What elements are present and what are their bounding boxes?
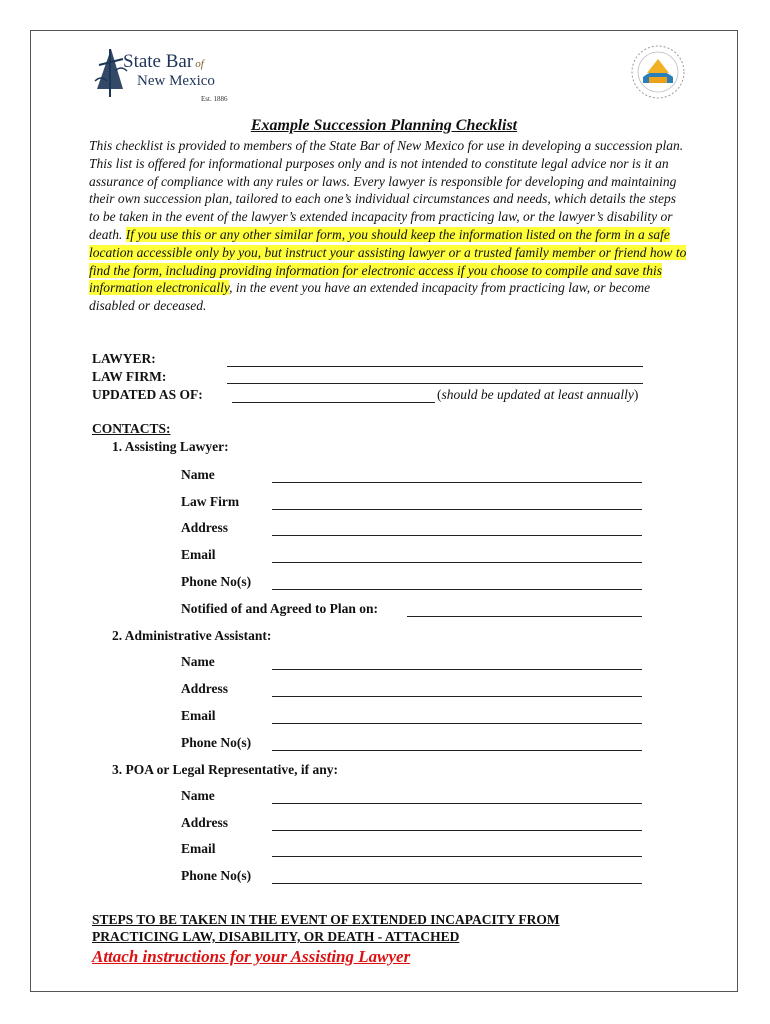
steps-heading bbox=[92, 911, 652, 945]
updated-as-of-label: UPDATED AS OF: bbox=[92, 387, 203, 402]
logo-state-bar: State Bar bbox=[123, 51, 194, 72]
admin-assistant-address-input-line[interactable] bbox=[272, 696, 642, 697]
admin-assistant-email-label: Email bbox=[181, 708, 216, 723]
assisting-lawyer-name-label: Name bbox=[181, 467, 215, 482]
logo-new-mexico: New Mexico bbox=[137, 73, 215, 89]
attach-instructions-text: Attach instructions for your Assisting Lawyer bbox=[92, 947, 411, 966]
lawyer-input-line[interactable] bbox=[227, 366, 643, 367]
document-page bbox=[30, 30, 738, 992]
assisting-lawyer-email-input-line[interactable] bbox=[272, 562, 642, 563]
admin-assistant-email-input-line[interactable] bbox=[272, 723, 642, 724]
poa-email-label: Email bbox=[181, 841, 216, 856]
steps-heading-line1: STEPS TO BE TAKEN IN THE EVENT OF EXTENDED INCAPACITY FROM bbox=[92, 912, 560, 927]
assisting-lawyer-law-firm-input-line[interactable] bbox=[272, 509, 642, 510]
poa-address-label: Address bbox=[181, 815, 229, 830]
law-firm-label: LAW FIRM: bbox=[92, 369, 167, 384]
updated-note: (should be updated at least annually) bbox=[437, 387, 639, 402]
admin-assistant-name-label: Name bbox=[181, 654, 215, 669]
admin-assistant-phone-label: Phone No(s) bbox=[181, 735, 252, 750]
assisting-lawyer-phone-input-line[interactable] bbox=[272, 589, 642, 590]
poa-email-input-line[interactable] bbox=[272, 856, 642, 857]
assisting-lawyer-phone-label: Phone No(s) bbox=[181, 574, 252, 589]
notified-agreed-label: Notified of and Agreed to Plan on: bbox=[181, 601, 379, 616]
assisting-lawyer-email-label: Email bbox=[181, 547, 216, 562]
poa-phone-input-line[interactable] bbox=[272, 883, 642, 884]
poa-name-input-line[interactable] bbox=[272, 803, 642, 804]
document-title: Example Succession Planning Checklist bbox=[250, 117, 518, 134]
logo-established: Est. 1886 bbox=[201, 95, 228, 103]
law-firm-input-line[interactable] bbox=[227, 383, 643, 384]
intro-text: This checklist is provided to members of the State Bar of New Mexico for use in developing a succession plan. This list is offered for informational purposes only and is not intended to constitute legal advice nor is it an assurance of compliance with any rules or laws. Every lawyer is responsible for developing and maintaining their own succession plan, tailored to each one’s individual circumstances and needs, which details the steps to be taken in the event of the lawyer’s extended incapacity from practicing law, or the lawyer’s disability or death. bbox=[89, 138, 684, 242]
contacts-heading: CONTACTS: bbox=[92, 421, 171, 436]
steps-heading-line2: PRACTICING LAW, DISABILITY, OR DEATH - ATTACHED bbox=[92, 929, 460, 944]
logo-of: of bbox=[195, 58, 204, 70]
poa-phone-label: Phone No(s) bbox=[181, 868, 252, 883]
assisting-lawyer-name-input-line[interactable] bbox=[272, 482, 642, 483]
intro-paragraph bbox=[89, 137, 689, 315]
state-bar-logo bbox=[93, 45, 253, 113]
assisting-lawyer-address-label: Address bbox=[181, 520, 229, 535]
section-admin-assistant-title: 2. Administrative Assistant: bbox=[112, 628, 272, 643]
admin-assistant-address-label: Address bbox=[181, 681, 229, 696]
updated-as-of-input-line[interactable] bbox=[232, 402, 435, 403]
admin-assistant-phone-input-line[interactable] bbox=[272, 750, 642, 751]
lawyer-label: LAWYER: bbox=[92, 351, 156, 366]
assisting-lawyer-law-firm-label: Law Firm bbox=[181, 494, 240, 509]
seal-icon bbox=[629, 43, 687, 101]
intro-text-end: , in the event you have an extended incapacity from practicing law, or become disabled or deceased. bbox=[89, 280, 651, 314]
admin-assistant-name-input-line[interactable] bbox=[272, 669, 642, 670]
assisting-lawyer-address-input-line[interactable] bbox=[272, 535, 642, 536]
section-assisting-lawyer-title: 1. Assisting Lawyer: bbox=[112, 439, 229, 454]
poa-address-input-line[interactable] bbox=[272, 830, 642, 831]
section-poa-title: 3. POA or Legal Representative, if any: bbox=[112, 762, 338, 777]
poa-name-label: Name bbox=[181, 788, 215, 803]
notified-agreed-input-line[interactable] bbox=[407, 616, 642, 617]
intro-highlighted-text: If you use this or any other similar form, you should keep the information listed on the form in a safe location accessible only by you, but instruct your assisting lawyer or a trusted family member or friend how to find the form, including providing information for electronic access if you choose to compile and save this information electronically bbox=[89, 226, 687, 296]
